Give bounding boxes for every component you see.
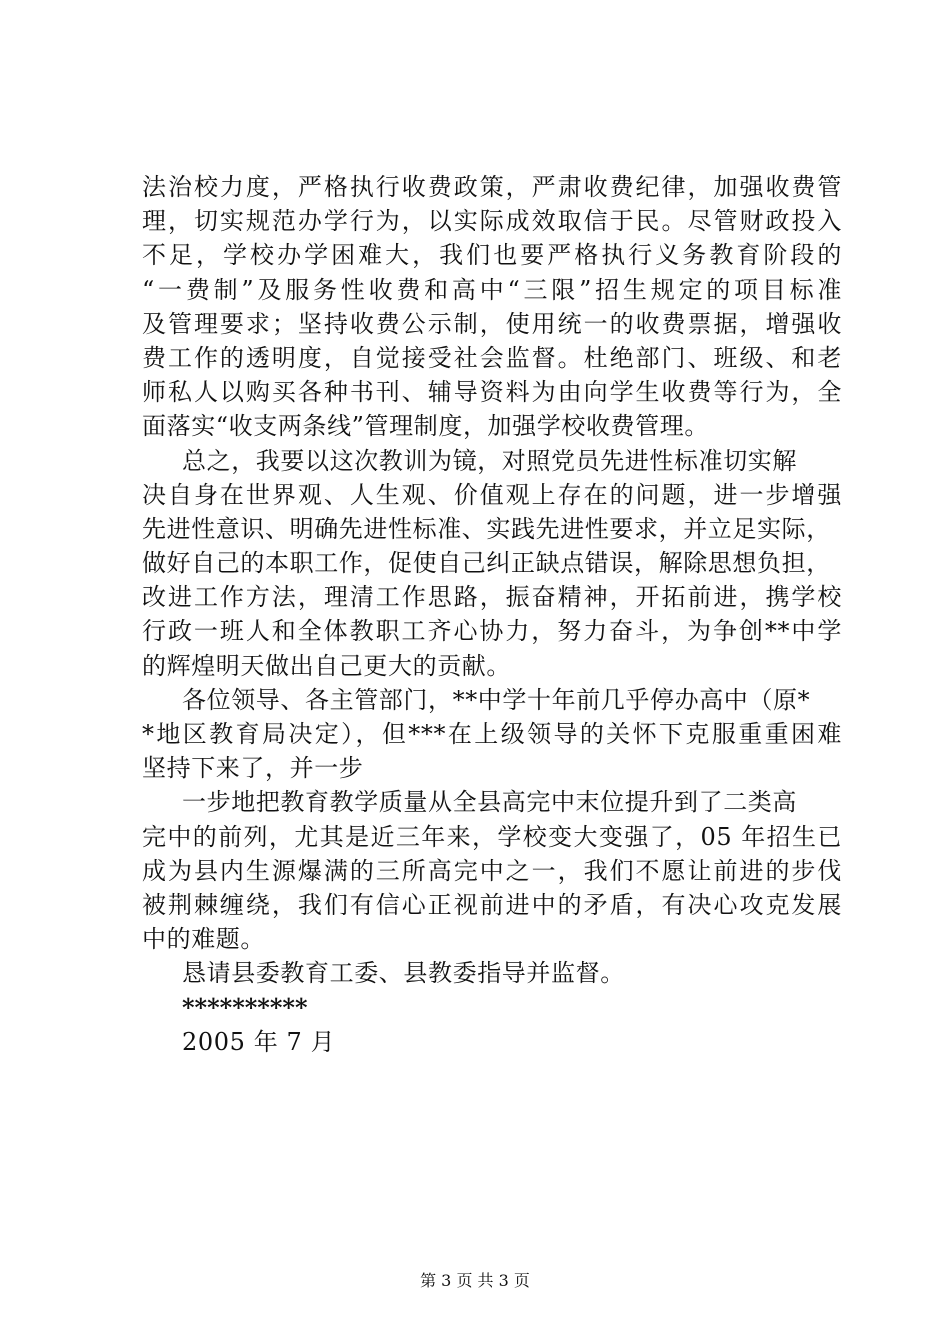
text-line: 不足，学校办学困难大，我们也要严格执行义务教育阶段的 — [142, 241, 842, 270]
text-line: 及管理要求；坚持收费公示制，使用统一的收费票据，增强收 — [142, 309, 842, 338]
text-line: 改进工作方法，理清工作思路，振奋精神，开拓前进，携学校 — [142, 583, 842, 612]
text-line: 师私人以购买各种书刊、辅导资料为由向学生收费等行为，全 — [142, 378, 842, 407]
page-footer: 第 3 页 共 3 页 — [420, 1271, 530, 1290]
text-line: 行政一班人和全体教职工齐心协力，努力奋斗，为争创**中学 — [142, 617, 842, 646]
text-line: 中的难题。 — [142, 925, 265, 954]
request-line: 恳请县委教育工委、县教委指导并监督。 — [182, 959, 625, 988]
paragraph-start-line: 各位领导、各主管部门，**中学十年前几乎停办高中（原* — [182, 685, 811, 714]
text-line: *地区教育局决定），但***在上级领导的关怀下克服重重困难 — [142, 720, 842, 748]
signature-line: ********** — [182, 992, 308, 1022]
text-line: 做好自己的本职工作，促使自己纠正缺点错误，解除思想负担， — [142, 549, 831, 578]
document-body — [142, 170, 842, 1059]
text-line: 成为县内生源爆满的三所高完中之一，我们不愿让前进的步伐 — [142, 856, 842, 885]
date-line: 2005 年 7 月 — [182, 1027, 336, 1056]
text-line: 理，切实规范办学行为，以实际成效取信于民。尽管财政投入 — [142, 207, 842, 236]
text-line: 先进性意识、明确先进性标准、实践先进性要求，并立足实际， — [142, 514, 831, 543]
paragraph-start-line: 总之，我要以这次教训为镜，对照党员先进性标准切实解 — [182, 446, 797, 475]
text-line: 完中的前列，尤其是近三年来，学校变大变强了，05 年招生已 — [142, 822, 842, 851]
text-line: 被荆棘缠绕，我们有信心正视前进中的矛盾，有决心攻克发展 — [142, 890, 842, 919]
text-line: 决自身在世界观、人生观、价值观上存在的问题，进一步增强 — [142, 480, 842, 509]
text-line: 费工作的透明度，自觉接受社会监督。杜绝部门、班级、和老 — [142, 343, 842, 372]
text-line: 的辉煌明天做出自己更大的贡献。 — [142, 651, 511, 680]
paragraph-start-line: 一步地把教育教学质量从全县高完中末位提升到了二类高 — [182, 788, 797, 817]
text-line: “一费制”及服务性收费和高中“三限”招生规定的项目标准 — [142, 275, 842, 304]
text-line: 法治校力度，严格执行收费政策，严肃收费纪律，加强收费管 — [142, 173, 842, 201]
text-line: 坚持下来了，并一步 — [142, 754, 364, 783]
text-line: 面落实“收支两条线”管理制度，加强学校收费管理。 — [142, 412, 709, 441]
